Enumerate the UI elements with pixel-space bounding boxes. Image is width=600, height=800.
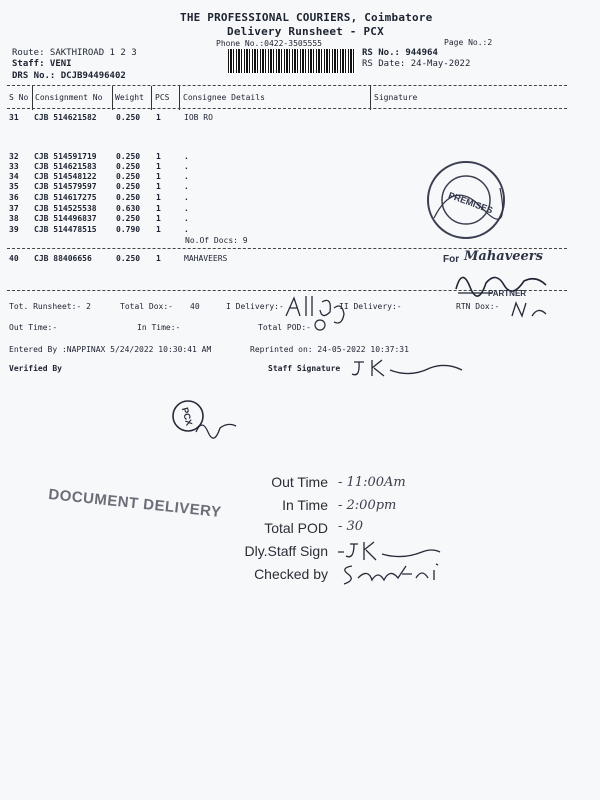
table-row: 40 CJB 88406656 0.250 1 MAHAVEERS	[9, 254, 228, 263]
barcode	[228, 49, 356, 73]
col-header-sno: S No	[9, 93, 29, 102]
cell-pcs: 1	[156, 113, 161, 122]
rtn-dox: RTN Dox:-	[456, 302, 500, 311]
runsheet-title: Delivery Runsheet - PCX	[227, 25, 384, 38]
divider	[7, 108, 567, 109]
stamp-out-time-label: Out Time	[271, 474, 328, 490]
cell-weight: 0.250	[116, 113, 141, 122]
mahaveers-logo: Mahaveers	[464, 249, 543, 264]
column-divider	[112, 86, 113, 110]
total-dox-value: 40	[190, 302, 200, 311]
cell-consignment: CJB 514621582	[34, 113, 97, 122]
col-header-consignee: Consignee Details	[183, 93, 265, 102]
no-of-docs: No.Of Docs: 9	[185, 236, 248, 245]
phone-number: Phone No.:0422-3505555	[216, 39, 322, 48]
table-row: 34 CJB 514548122 0.250 1 .	[9, 172, 189, 181]
entered-by: Entered By :NAPPINAX 5/24/2022 10:30:41 AM	[9, 345, 212, 354]
ii-delivery: II Delivery:-	[339, 302, 402, 311]
table-row: 35 CJB 514579597 0.250 1 .	[9, 182, 189, 191]
company-name: THE PROFESSIONAL COURIERS, Coimbatore	[180, 11, 433, 24]
table-row: 33 CJB 514621583 0.250 1 .	[9, 162, 189, 171]
table-row: 32 CJB 514591719 0.250 1 .	[9, 152, 189, 161]
stamp-in-time-value: - 2:00pm	[338, 498, 397, 513]
column-divider	[370, 86, 371, 110]
handwritten-nil	[510, 300, 552, 318]
staff-signature-label: Staff Signature	[268, 364, 341, 373]
total-dox-label: Total Dox:-	[120, 302, 173, 311]
stamp-dly-staff-label: Dly.Staff Sign	[244, 543, 328, 559]
in-time-label: In Time:-	[137, 323, 181, 332]
document-delivery-stamp: DOCUMENT DELIVERY	[47, 485, 223, 522]
mahaveers-for: For	[443, 254, 460, 265]
table-row: 36 CJB 514617275 0.250 1 .	[9, 193, 189, 202]
stamp-total-pod-value: - 30	[338, 519, 364, 534]
col-header-signature: Signature	[374, 93, 418, 102]
out-time-label: Out Time:-	[9, 323, 58, 332]
tot-runsheet: Tot. Runsheet:- 2	[9, 302, 91, 311]
i-delivery: I Delivery:-	[226, 302, 284, 311]
divider	[7, 85, 567, 86]
premises-text: PREMISES	[447, 190, 495, 216]
table-row	[8, 113, 568, 124]
rs-number: RS No.: 944964	[362, 48, 438, 58]
total-pod-label: Total POD:-	[258, 323, 311, 332]
table-row: 39 CJB 514478515 0.790 1 .	[9, 225, 189, 234]
column-divider	[151, 86, 152, 110]
reprinted-on: Reprinted on: 24-05-2022 10:37:31	[250, 345, 409, 354]
route: Route: SAKTHIROAD 1 2 3	[12, 48, 137, 58]
col-header-weight: Weight	[115, 93, 144, 102]
page-number: Page No.:2	[444, 38, 493, 47]
rs-date: RS Date: 24-May-2022	[362, 59, 471, 69]
pcx-stamp	[168, 396, 244, 446]
stamp-total-pod-label: Total POD	[264, 520, 328, 536]
cell-sno: 31	[9, 113, 19, 122]
table-row: 38 CJB 514496837 0.250 1 .	[9, 214, 189, 223]
stamp-checked-by-label: Checked by	[254, 566, 328, 582]
staff-signature	[350, 356, 466, 380]
table-row: 37 CJB 514525538 0.630 1 .	[9, 204, 189, 213]
stamp-in-time-label: In Time	[282, 497, 328, 513]
drs-number: DRS No.: DCJB94496402	[12, 71, 126, 81]
partner-label: PARTNER	[488, 289, 527, 298]
cell-details: IOB RO	[184, 113, 213, 122]
column-divider	[179, 86, 180, 110]
col-header-pcs: PCS	[155, 93, 170, 102]
stamp-out-time-value: - 11:00Am	[338, 475, 406, 490]
column-divider	[32, 86, 33, 110]
pcx-text: PCX	[179, 406, 195, 427]
staff: Staff: VENI	[12, 59, 72, 69]
col-header-consignment: Consignment No	[35, 93, 103, 102]
verified-by: Verified By	[9, 364, 62, 373]
premises-stamp	[424, 158, 508, 242]
checked-by-signature	[338, 560, 458, 588]
